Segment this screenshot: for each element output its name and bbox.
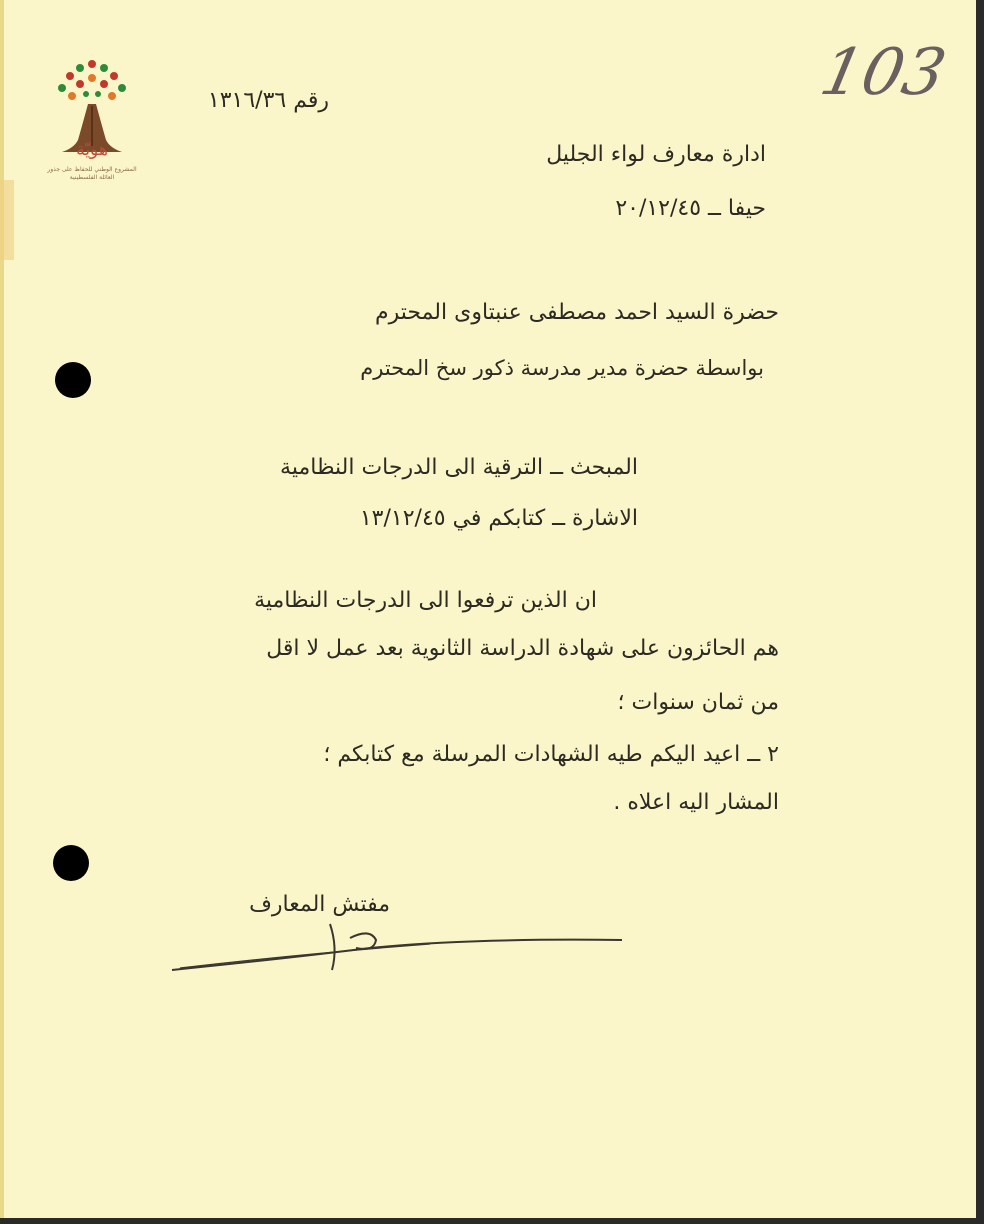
body-line-2: هم الحائزون على شهادة الدراسة الثانوية بعد عمل لا اقل — [266, 636, 779, 661]
department-name: ادارة معارف لواء الجليل — [546, 142, 766, 167]
family-tree-logo-icon — [52, 36, 132, 186]
signatory-title: مفتش المعارف — [249, 892, 390, 917]
punch-hole-bottom — [53, 845, 89, 881]
page-number: 103 — [814, 36, 953, 110]
reference-number: رقم ١٣١٦/٣٦ — [207, 88, 329, 113]
punch-hole-top — [55, 362, 91, 398]
handwritten-signature — [170, 918, 630, 978]
via-line: بواسطة حضرة مدير مدرسة ذكور سخ المحترم — [360, 356, 764, 380]
logo-name: هويّة — [76, 140, 108, 160]
scan-border-right — [976, 0, 984, 1224]
subject-line: المبحث ــ الترقية الى الدرجات النظامية — [280, 455, 638, 480]
addressee-line: حضرة السيد احمد مصطفى عنبتاوى المحترم — [374, 300, 779, 325]
date-line: حيفا ــ ٢٠/١٢/٤٥ — [615, 196, 766, 221]
scan-border-bottom — [0, 1218, 984, 1224]
body-line-1: ان الذين ترفعوا الى الدرجات النظامية — [254, 588, 597, 613]
paper-stain — [0, 180, 14, 260]
body-line-5: المشار اليه اعلاه . — [613, 790, 779, 815]
reference-line: الاشارة ــ كتابكم في ١٣/١٢/٤٥ — [359, 506, 638, 531]
body-line-4: ٢ ــ اعيد اليكم طيه الشهادات المرسلة مع كتابكم ؛ — [323, 742, 779, 767]
body-line-3: من ثمان سنوات ؛ — [617, 690, 779, 715]
logo-subtitle: المشروع الوطني للحفاظ على جذور العائلة الفلسطينية — [47, 166, 137, 181]
